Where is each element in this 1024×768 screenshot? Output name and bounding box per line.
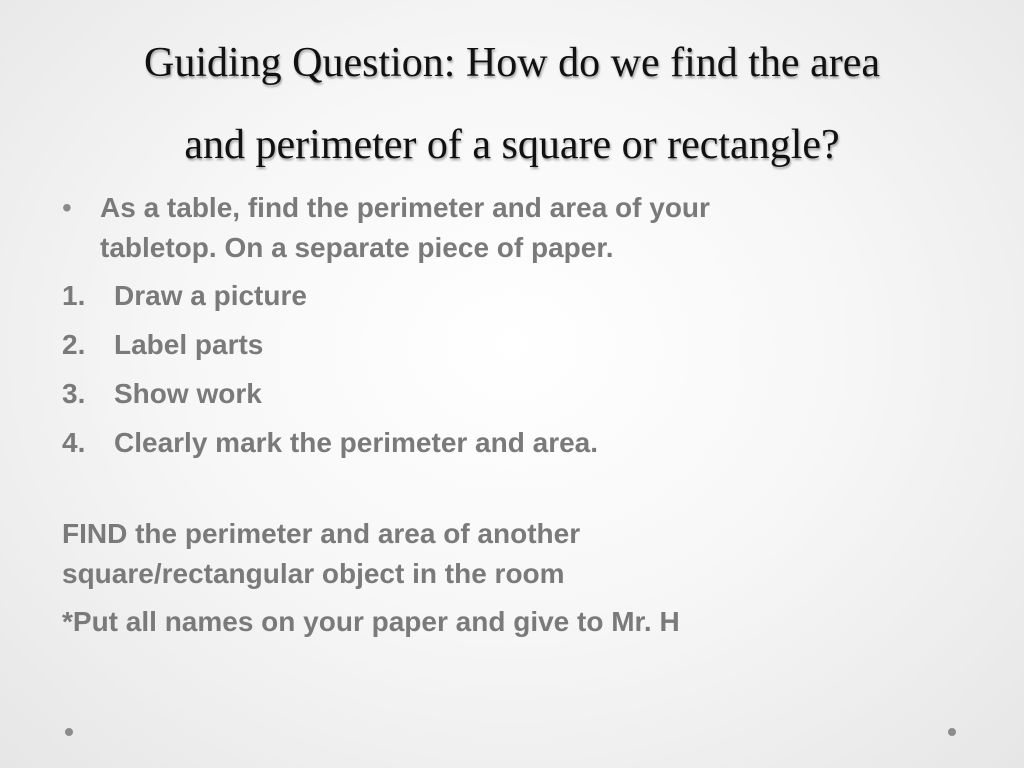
bullet-marker: • <box>62 192 72 223</box>
step-item-2 <box>62 325 962 374</box>
step-text: Draw a picture <box>114 280 307 311</box>
bullet-text-line-2: tabletop. On a separate piece of paper. <box>100 232 614 263</box>
step-item-3 <box>62 374 962 423</box>
title-line-1: Guiding Question: How do we find the area <box>143 40 880 86</box>
step-text: Label parts <box>114 329 264 360</box>
step-number: 4. <box>62 427 86 458</box>
step-text: Show work <box>114 378 262 409</box>
corner-dot-right <box>948 728 956 736</box>
step-text: Clearly mark the perimeter and area. <box>114 427 599 458</box>
bullet-text-line-1: As a table, find the perimeter and area of your <box>100 192 710 223</box>
step-number: 3. <box>62 378 86 409</box>
title-line-2: and perimeter of a square or rectangle? <box>184 122 840 168</box>
step-item-1 <box>62 276 962 325</box>
find-line-2: square/rectangular object in the room <box>62 558 565 589</box>
step-number: 2. <box>62 329 86 360</box>
step-item-4 <box>62 423 962 472</box>
find-line-1: FIND the perimeter and area of another <box>62 518 581 549</box>
note-text: *Put all names on your paper and give to Mr. H <box>62 606 680 637</box>
step-number: 1. <box>62 280 86 311</box>
spacer <box>62 472 962 514</box>
note-paragraph <box>62 602 962 642</box>
bullet-item <box>62 188 962 268</box>
slide-title <box>30 22 994 186</box>
find-paragraph <box>62 514 962 594</box>
corner-dot-left <box>65 728 73 736</box>
slide-content <box>62 188 962 650</box>
